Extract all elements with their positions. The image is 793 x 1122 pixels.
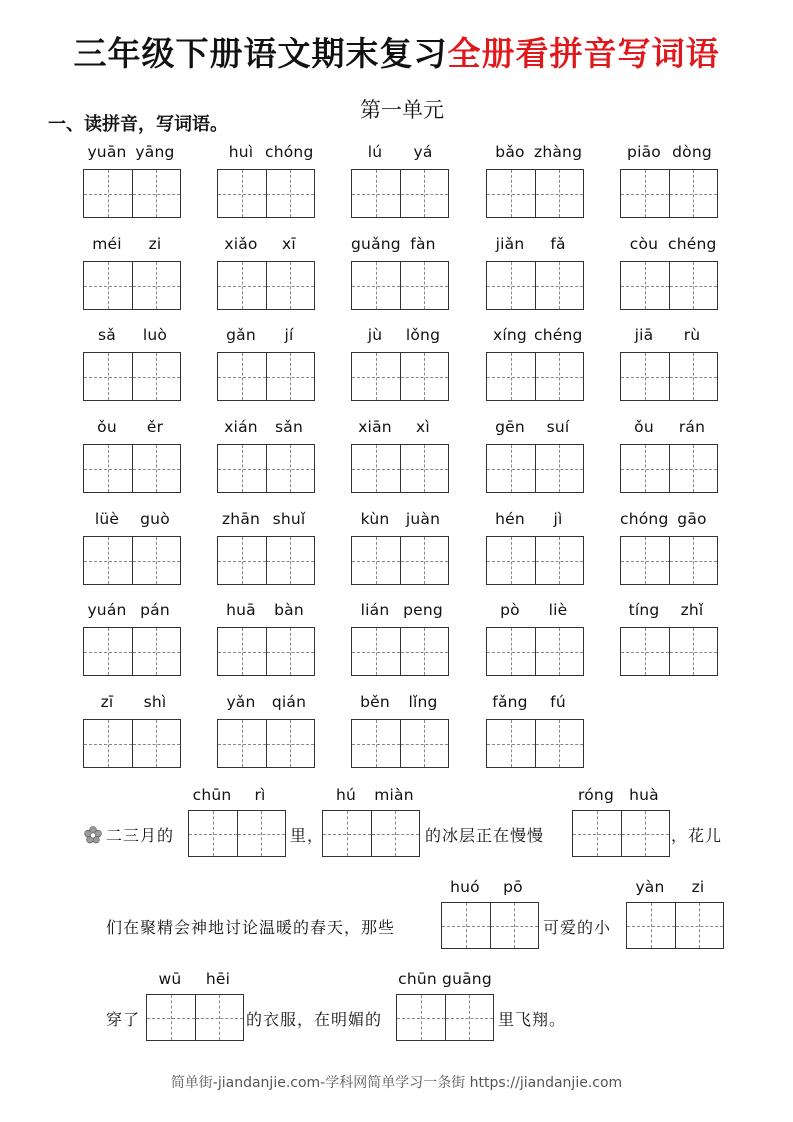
tianzige-writing-box[interactable] (441, 902, 539, 949)
writing-cell[interactable] (621, 353, 669, 400)
pinyin-label (620, 235, 718, 255)
writing-cell[interactable] (84, 445, 132, 492)
pinyin-label (572, 786, 670, 806)
pinyin-label (351, 235, 449, 255)
pinyin-syllable: huà (629, 786, 659, 804)
pinyin-syllable: yǎn (226, 693, 256, 711)
pinyin-label (217, 510, 315, 530)
writing-cell[interactable] (669, 353, 718, 400)
pinyin-syllable: zi (691, 878, 705, 896)
writing-cell[interactable] (132, 537, 181, 584)
tianzige-writing-box[interactable] (486, 719, 584, 768)
tianzige-writing-box[interactable] (620, 627, 718, 676)
tianzige-writing-box[interactable] (620, 536, 718, 585)
pinyin-label (217, 693, 315, 713)
writing-cell[interactable] (132, 353, 181, 400)
pinyin-syllable: fǎng (492, 693, 528, 711)
writing-cell[interactable] (352, 537, 400, 584)
writing-cell[interactable] (487, 170, 535, 217)
tianzige-writing-box[interactable] (217, 444, 315, 493)
pinyin-syllable: ǒu (634, 418, 654, 436)
writing-cell[interactable] (397, 995, 445, 1040)
writing-cell[interactable] (352, 353, 400, 400)
pinyin-syllable: lǐng (408, 693, 438, 711)
pinyin-syllable: zhān (221, 510, 261, 528)
pinyin-label (441, 878, 539, 898)
pinyin-syllable: jiǎn (495, 235, 525, 253)
writing-cell[interactable] (535, 353, 584, 400)
tianzige-writing-box[interactable] (217, 536, 315, 585)
unit-title: 第一单元 (360, 98, 444, 122)
writing-cell[interactable] (195, 995, 244, 1040)
pinyin-label (217, 601, 315, 621)
writing-cell[interactable] (535, 628, 584, 675)
pinyin-syllable: fǎ (550, 235, 566, 253)
pinyin-label (217, 326, 315, 346)
pinyin-syllable: jù (367, 326, 383, 344)
pinyin-syllable: xiǎo (224, 235, 258, 253)
tianzige-writing-box[interactable] (626, 902, 724, 949)
pinyin-syllable: liè (548, 601, 568, 619)
tianzige-writing-box[interactable] (217, 352, 315, 401)
writing-cell[interactable] (621, 628, 669, 675)
pinyin-syllable: chéng (668, 235, 717, 253)
tianzige-writing-box[interactable] (620, 169, 718, 218)
page-title (0, 28, 793, 75)
pinyin-syllable: yuān (87, 143, 127, 161)
pinyin-syllable: shì (143, 693, 167, 711)
pinyin-syllable: chéng (534, 326, 583, 344)
tianzige-writing-box[interactable] (83, 352, 181, 401)
pinyin-label (83, 693, 181, 713)
pinyin-syllable: tíng (628, 601, 660, 619)
writing-cell[interactable] (621, 537, 669, 584)
tianzige-writing-box[interactable] (83, 444, 181, 493)
tianzige-writing-box[interactable] (351, 719, 449, 768)
writing-cell[interactable] (487, 445, 535, 492)
writing-cell[interactable] (84, 720, 132, 767)
writing-cell[interactable] (266, 262, 315, 309)
pinyin-label (188, 786, 286, 806)
passage-text: 里， (290, 826, 325, 845)
tianzige-writing-box[interactable] (351, 536, 449, 585)
writing-cell[interactable] (84, 262, 132, 309)
pinyin-label (620, 510, 718, 530)
writing-cell[interactable] (237, 811, 286, 856)
tianzige-writing-box[interactable] (486, 444, 584, 493)
pinyin-syllable: bǎo (495, 143, 525, 161)
writing-cell[interactable] (400, 445, 449, 492)
pinyin-syllable: jì (553, 510, 563, 528)
writing-cell[interactable] (487, 628, 535, 675)
pinyin-label (620, 418, 718, 438)
pinyin-syllable: lüè (94, 510, 120, 528)
writing-cell[interactable] (675, 903, 724, 948)
writing-cell[interactable] (218, 445, 266, 492)
pinyin-label (486, 601, 584, 621)
tianzige-writing-box[interactable] (217, 719, 315, 768)
pinyin-syllable: piāo (627, 143, 661, 161)
writing-cell[interactable] (621, 170, 669, 217)
passage-text: 的冰层正在慢慢 (425, 826, 545, 845)
tianzige-writing-box[interactable] (620, 352, 718, 401)
pinyin-syllable: rán (678, 418, 706, 436)
pinyin-label (217, 235, 315, 255)
pinyin-syllable: gāo (677, 510, 707, 528)
writing-cell[interactable] (266, 628, 315, 675)
pinyin-syllable: hén (495, 510, 525, 528)
pinyin-label (322, 786, 420, 806)
pinyin-label (351, 326, 449, 346)
tianzige-writing-box[interactable] (217, 261, 315, 310)
pinyin-label (351, 510, 449, 530)
pinyin-syllable: fú (550, 693, 566, 711)
pinyin-syllable: zi (148, 235, 162, 253)
writing-cell[interactable] (669, 262, 718, 309)
passage-text: 二三月的 (106, 826, 175, 845)
section-heading: 一、读拼音，写词语。 (48, 114, 228, 135)
title-main: 三年级下册语文期末复习 (73, 34, 448, 73)
pinyin-syllable: chūn guāng (398, 970, 492, 988)
tianzige-writing-box[interactable] (83, 536, 181, 585)
tianzige-writing-box[interactable] (83, 627, 181, 676)
tianzige-writing-box[interactable] (351, 627, 449, 676)
pinyin-syllable: bàn (274, 601, 304, 619)
writing-cell[interactable] (487, 537, 535, 584)
writing-cell[interactable] (132, 445, 181, 492)
writing-cell[interactable] (189, 811, 237, 856)
writing-cell[interactable] (627, 903, 675, 948)
pinyin-syllable: luò (142, 326, 168, 344)
passage-text: ，花儿 (671, 826, 723, 845)
writing-cell[interactable] (266, 170, 315, 217)
pinyin-label (486, 510, 584, 530)
pinyin-syllable: lú (367, 143, 383, 161)
writing-cell[interactable] (669, 170, 718, 217)
pinyin-syllable: dòng (672, 143, 712, 161)
tianzige-writing-box[interactable] (351, 261, 449, 310)
writing-cell[interactable] (218, 262, 266, 309)
writing-cell[interactable] (621, 445, 669, 492)
pinyin-label (217, 143, 315, 163)
pinyin-syllable: huā (226, 601, 256, 619)
passage-text: 穿了 (106, 1010, 141, 1029)
writing-cell[interactable] (218, 170, 266, 217)
pinyin-syllable: suí (546, 418, 570, 436)
pinyin-syllable: zhǐ (680, 601, 704, 619)
pinyin-syllable: chóng (620, 510, 669, 528)
pinyin-syllable: jí (284, 326, 294, 344)
writing-cell[interactable] (218, 628, 266, 675)
writing-cell[interactable] (132, 170, 181, 217)
tianzige-writing-box[interactable] (351, 444, 449, 493)
title-highlight: 全册看拼音写词语 (447, 34, 720, 73)
pinyin-syllable: rì (254, 786, 266, 804)
writing-cell[interactable] (400, 537, 449, 584)
pinyin-label (83, 326, 181, 346)
writing-cell[interactable] (218, 537, 266, 584)
writing-cell[interactable] (400, 262, 449, 309)
pinyin-label (83, 418, 181, 438)
pinyin-syllable: gǎn (226, 326, 256, 344)
pinyin-syllable: hēi (205, 970, 231, 988)
pinyin-syllable: xíng (493, 326, 527, 344)
tianzige-writing-box[interactable] (486, 169, 584, 218)
pinyin-syllable: méi (92, 235, 122, 253)
writing-cell[interactable] (84, 628, 132, 675)
tianzige-writing-box[interactable] (486, 352, 584, 401)
writing-cell[interactable] (535, 445, 584, 492)
pinyin-syllable: còu (629, 235, 659, 253)
pinyin-label (486, 143, 584, 163)
pinyin-syllable: huì (228, 143, 254, 161)
pinyin-label (351, 693, 449, 713)
pinyin-label (486, 326, 584, 346)
tianzige-writing-box[interactable] (83, 719, 181, 768)
pinyin-label (217, 418, 315, 438)
pinyin-syllable: pō (503, 878, 523, 896)
writing-cell[interactable] (352, 720, 400, 767)
writing-cell[interactable] (535, 537, 584, 584)
tianzige-writing-box[interactable] (486, 627, 584, 676)
writing-cell[interactable] (352, 628, 400, 675)
tianzige-writing-box[interactable] (351, 169, 449, 218)
writing-cell[interactable] (132, 628, 181, 675)
pinyin-syllable: xī (282, 235, 296, 253)
writing-cell[interactable] (669, 628, 718, 675)
pinyin-syllable: yá (413, 143, 433, 161)
pinyin-label (83, 143, 181, 163)
pinyin-syllable: fàn (410, 235, 436, 253)
tianzige-writing-box[interactable] (620, 444, 718, 493)
tianzige-writing-box[interactable] (486, 261, 584, 310)
pinyin-syllable: juàn (405, 510, 441, 528)
passage-text: 们在聚精会神地讨论温暖的春天，那些 (106, 918, 396, 937)
writing-cell[interactable] (669, 537, 718, 584)
pinyin-syllable: shuǐ (272, 510, 306, 528)
writing-cell[interactable] (535, 720, 584, 767)
pinyin-label (620, 326, 718, 346)
writing-cell[interactable] (323, 811, 371, 856)
pinyin-syllable: běn (360, 693, 390, 711)
pinyin-label (351, 601, 449, 621)
writing-cell[interactable] (266, 445, 315, 492)
pinyin-syllable: sǎ (98, 326, 116, 344)
writing-cell[interactable] (352, 170, 400, 217)
pinyin-syllable: ěr (146, 418, 164, 436)
pinyin-label (486, 693, 584, 713)
writing-cell[interactable] (371, 811, 420, 856)
pinyin-syllable: peng (403, 601, 443, 619)
writing-cell[interactable] (266, 720, 315, 767)
tianzige-writing-box[interactable] (83, 261, 181, 310)
writing-cell[interactable] (352, 262, 400, 309)
pinyin-syllable: yuán (87, 601, 127, 619)
writing-cell[interactable] (445, 995, 494, 1040)
pinyin-syllable: zhàng (534, 143, 583, 161)
pinyin-syllable: huó (450, 878, 480, 896)
writing-cell[interactable] (84, 353, 132, 400)
pinyin-label (83, 235, 181, 255)
pinyin-label (396, 970, 494, 990)
pinyin-syllable: xiān (358, 418, 392, 436)
writing-cell[interactable] (400, 170, 449, 217)
writing-cell[interactable] (535, 170, 584, 217)
pinyin-syllable: gēn (495, 418, 525, 436)
pinyin-syllable: zī (100, 693, 114, 711)
pinyin-syllable: chóng (265, 143, 314, 161)
pinyin-label (486, 235, 584, 255)
pinyin-syllable: hú (335, 786, 357, 804)
passage-text: 的衣服，在明媚的 (246, 1010, 383, 1029)
pinyin-syllable: chūn (192, 786, 232, 804)
page-footer: 简单街-jiandanjie.com-学科网简单学习一条街 https://jiandanjie.com (170, 1075, 623, 1091)
pinyin-syllable: yāng (135, 143, 175, 161)
writing-cell[interactable] (400, 628, 449, 675)
pinyin-syllable: jiā (634, 326, 654, 344)
tianzige-writing-box[interactable] (396, 994, 494, 1041)
pinyin-label (83, 601, 181, 621)
pinyin-syllable: wū (158, 970, 182, 988)
writing-cell[interactable] (442, 903, 490, 948)
pinyin-syllable: pò (500, 601, 520, 619)
pinyin-syllable: guò (140, 510, 170, 528)
pinyin-syllable: xián (224, 418, 258, 436)
flower-icon (84, 826, 102, 844)
tianzige-writing-box[interactable] (146, 994, 244, 1041)
pinyin-syllable: pán (140, 601, 170, 619)
pinyin-label (620, 143, 718, 163)
writing-cell[interactable] (218, 353, 266, 400)
writing-cell[interactable] (84, 170, 132, 217)
pinyin-syllable: ǒu (97, 418, 117, 436)
pinyin-syllable: lǒng (405, 326, 441, 344)
tianzige-writing-box[interactable] (351, 352, 449, 401)
writing-cell[interactable] (621, 262, 669, 309)
pinyin-label (351, 143, 449, 163)
tianzige-writing-box[interactable] (188, 810, 286, 857)
writing-cell[interactable] (132, 262, 181, 309)
pinyin-label (486, 418, 584, 438)
writing-cell[interactable] (573, 811, 621, 856)
writing-cell[interactable] (535, 262, 584, 309)
tianzige-writing-box[interactable] (217, 169, 315, 218)
tianzige-writing-box[interactable] (572, 810, 670, 857)
writing-cell[interactable] (132, 720, 181, 767)
writing-cell[interactable] (352, 445, 400, 492)
writing-cell[interactable] (487, 353, 535, 400)
writing-cell[interactable] (218, 720, 266, 767)
pinyin-syllable: xì (416, 418, 430, 436)
pinyin-label (83, 510, 181, 530)
writing-cell[interactable] (400, 353, 449, 400)
writing-cell[interactable] (266, 353, 315, 400)
pinyin-syllable: lián (360, 601, 390, 619)
tianzige-writing-box[interactable] (322, 810, 420, 857)
passage-text: 里飞翔。 (498, 1010, 567, 1029)
writing-cell[interactable] (490, 903, 539, 948)
tianzige-writing-box[interactable] (217, 627, 315, 676)
writing-cell[interactable] (147, 995, 195, 1040)
pinyin-label (146, 970, 244, 990)
tianzige-writing-box[interactable] (620, 261, 718, 310)
pinyin-syllable: róng (578, 786, 614, 804)
pinyin-syllable: sǎn (275, 418, 303, 436)
tianzige-writing-box[interactable] (486, 536, 584, 585)
pinyin-syllable: miàn (374, 786, 414, 804)
pinyin-syllable: qián (271, 693, 307, 711)
pinyin-label (626, 878, 724, 898)
writing-cell[interactable] (84, 537, 132, 584)
writing-cell[interactable] (487, 262, 535, 309)
pinyin-syllable: yàn (635, 878, 665, 896)
pinyin-label (351, 418, 449, 438)
passage-text: 可爱的小 (543, 918, 612, 937)
pinyin-syllable: guǎng (351, 235, 401, 253)
tianzige-writing-box[interactable] (83, 169, 181, 218)
writing-cell[interactable] (487, 720, 535, 767)
writing-cell[interactable] (621, 811, 670, 856)
writing-cell[interactable] (266, 537, 315, 584)
pinyin-label (620, 601, 718, 621)
pinyin-syllable: rù (683, 326, 701, 344)
pinyin-syllable: kùn (360, 510, 390, 528)
writing-cell[interactable] (669, 445, 718, 492)
writing-cell[interactable] (400, 720, 449, 767)
